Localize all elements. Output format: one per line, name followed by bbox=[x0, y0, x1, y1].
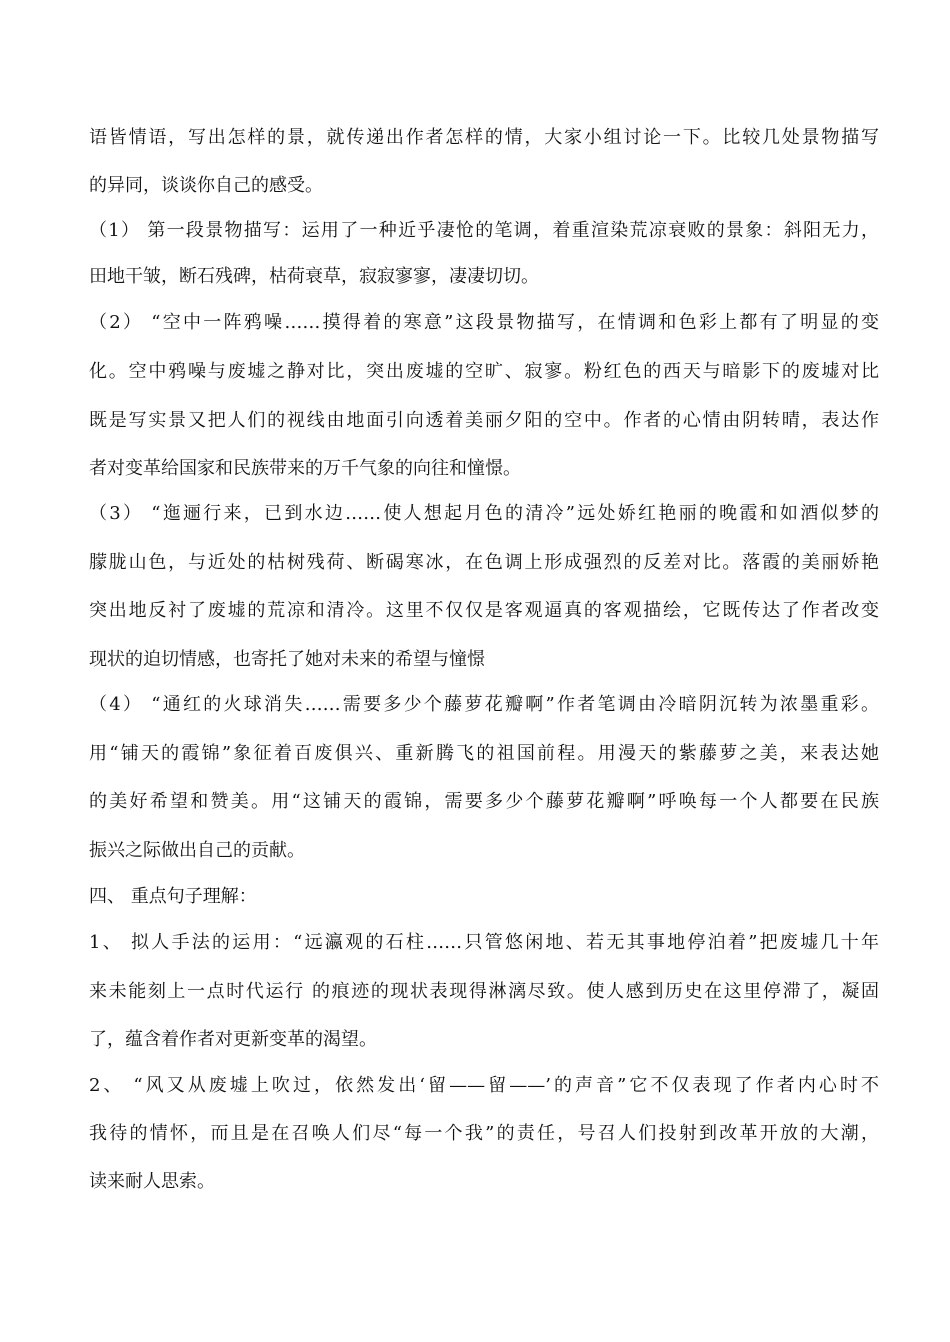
text-line: 了，蕴含着作者对更新变革的渴望。 bbox=[89, 1029, 377, 1050]
text-line: （2） “空中一阵鸦噪……摸得着的寒意”这段景物描写，在情调和色彩上都有了明显的变 bbox=[89, 312, 879, 333]
text-line: 来未能刻上一点时代运行 的痕迹的现状表现得淋漓尽致。使人感到历史在这里停滞了，凝固 bbox=[89, 981, 879, 1002]
text-line: 语皆情语，写出怎样的景，就传递出作者怎样的情，大家小组讨论一下。比较几处景物描写 bbox=[89, 127, 879, 148]
text-line: 田地干皱，断石残碑，枯荷衰草，寂寂寥寥，凄凄切切。 bbox=[89, 266, 539, 287]
text-line: 读来耐人思索。 bbox=[89, 1171, 215, 1192]
text-line: 化。空中鸦噪与废墟之静对比，突出废墟的空旷、寂寥。粉红色的西天与暗影下的废墟对比 bbox=[89, 361, 879, 382]
text-line: 朦胧山色，与近处的枯树残荷、断碣寒冰，在色调上形成强烈的反差对比。落霞的美丽娇艳 bbox=[89, 552, 879, 573]
text-line: （1） 第一段景物描写：运用了一种近乎凄怆的笔调，着重渲染荒凉衰败的景象：斜阳无力， bbox=[89, 220, 879, 241]
text-line: 现状的迫切情感，也寄托了她对未来的希望与憧憬 bbox=[89, 649, 485, 670]
text-line: （3） “迤逦行来，已到水边……使人想起月色的清冷”远处娇红艳丽的晚霞和如酒似梦的 bbox=[89, 503, 879, 524]
text-line: 既是写实景又把人们的视线由地面引向透着美丽夕阳的空中。作者的心情由阴转晴，表达作 bbox=[89, 410, 879, 431]
text-line: （4） “通红的火球消失……需要多少个藤萝花瓣啊”作者笔调由冷暗阴沉转为浓墨重彩。 bbox=[89, 694, 879, 715]
text-line: 2、 “风又从废墟上吹过，依然发出‘留——留——’的声音”它不仅表现了作者内心时不 bbox=[89, 1075, 879, 1096]
text-line: 的美好希望和赞美。用“这铺天的霞锦，需要多少个藤萝花瓣啊”呼唤每一个人都要在民族 bbox=[89, 791, 879, 812]
text-line: 的异同，谈谈你自己的感受。 bbox=[89, 175, 323, 196]
text-line: 我待的情怀，而且是在召唤人们尽“每一个我”的责任，号召人们投射到改革开放的大潮， bbox=[89, 1123, 879, 1144]
text-line: 1、 拟人手法的运用：“远瀛观的石柱……只管悠闲地、若无其事地停泊着”把废墟几十年 bbox=[89, 932, 879, 953]
text-line: 者对变革给国家和民族带来的万千气象的向往和憧憬。 bbox=[89, 458, 521, 479]
text-line: 突出地反衬了废墟的荒凉和清冷。这里不仅仅是客观逼真的客观描绘，它既传达了作者改变 bbox=[89, 600, 879, 621]
text-line: 振兴之际做出自己的贡献。 bbox=[89, 840, 305, 861]
section-heading: 四、 重点句子理解： bbox=[89, 886, 257, 907]
text-line: 用“铺天的霞锦”象征着百废俱兴、重新腾飞的祖国前程。用漫天的紫藤萝之美，来表达她 bbox=[89, 743, 879, 764]
